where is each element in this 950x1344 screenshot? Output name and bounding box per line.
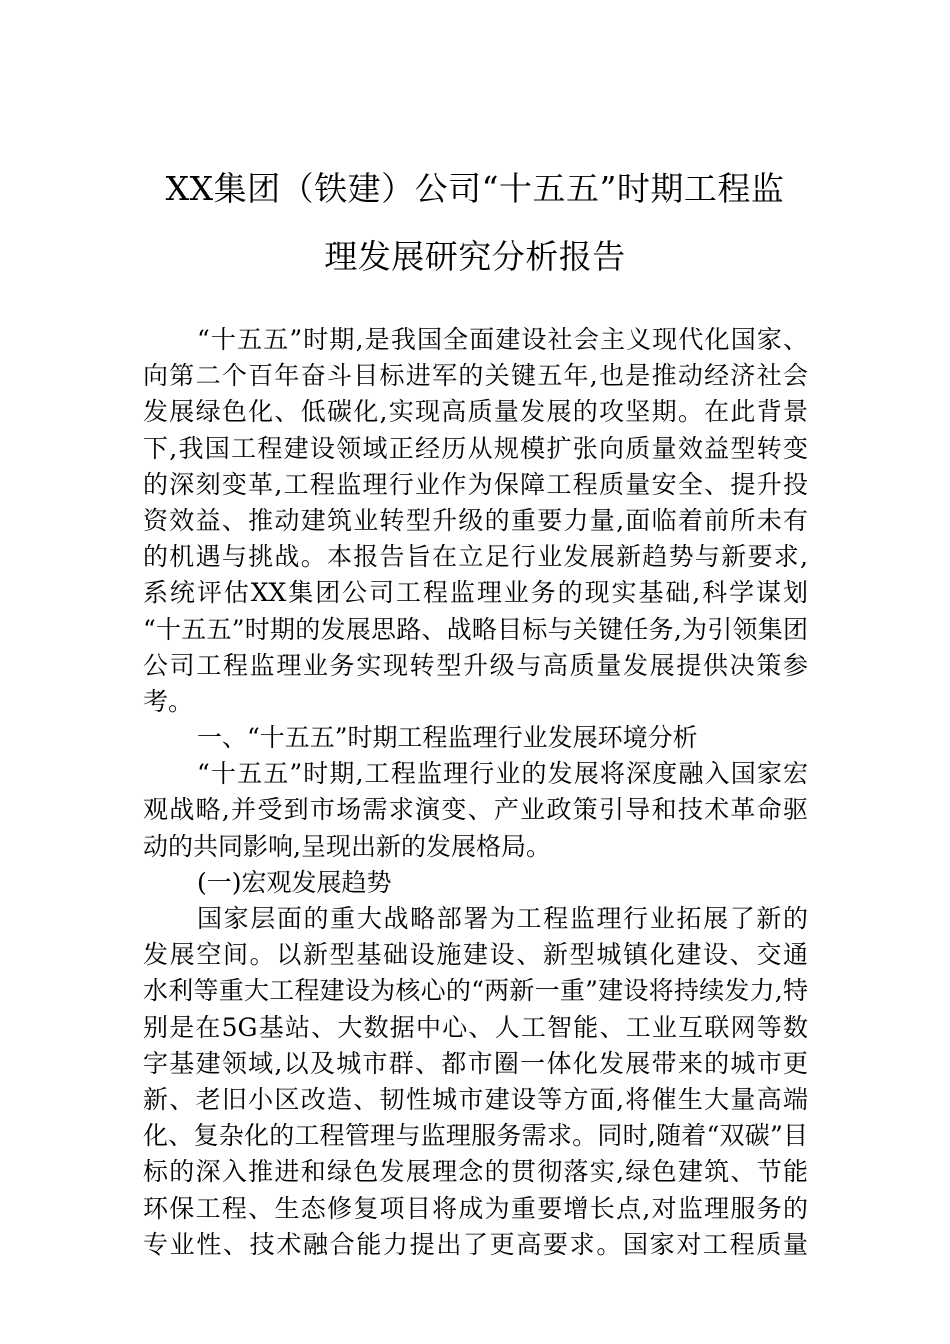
paragraph-line: 的深刻变革,工程监理行业作为保障工程质量安全、提升投 <box>143 469 808 499</box>
paragraph-line: 别是在5G基站、大数据中心、人工智能、工业互联网等数 <box>143 1012 808 1042</box>
paragraph-line: “十五五”时期,是我国全面建设社会主义现代化国家、 <box>197 325 808 354</box>
paragraph-line: 化、复杂化的工程管理与监理服务需求。同时,随着“双碳”目 <box>143 1121 808 1151</box>
section-heading: (一)宏观发展趋势 <box>197 867 392 897</box>
paragraph-line: 新、老旧小区改造、韧性城市建设等方面,将催生大量高端 <box>143 1084 808 1114</box>
paragraph-line: 动的共同影响,呈现出新的发展格局。 <box>143 831 551 861</box>
paragraph-line: 发展空间。以新型基础设施建设、新型城镇化建设、交通 <box>143 940 808 970</box>
paragraph-line: 水利等重大工程建设为核心的“两新一重”建设将持续发力,特 <box>143 976 808 1006</box>
paragraph-line: 专业性、技术融合能力提出了更高要求。国家对工程质量 <box>143 1229 808 1259</box>
paragraph-line: 公司工程监理业务实现转型升级与高质量发展提供决策参 <box>143 650 808 680</box>
paragraph-line: 的机遇与挑战。本报告旨在立足行业发展新趋势与新要求, <box>143 542 808 572</box>
paragraph-line: 国家层面的重大战略部署为工程监理行业拓展了新的 <box>197 904 808 933</box>
document-title-line-1: XX集团（铁建）公司“十五五”时期工程监 <box>165 169 785 208</box>
paragraph-line: 资效益、推动建筑业转型升级的重要力量,面临着前所未有 <box>143 505 808 535</box>
paragraph-line: 环保工程、生态修复项目将成为重要增长点,对监理服务的 <box>143 1193 808 1223</box>
paragraph-line: 向第二个百年奋斗目标进军的关键五年,也是推动经济社会 <box>143 361 808 391</box>
paragraph-line: “十五五”时期的发展思路、战略目标与关键任务,为引领集团 <box>143 614 808 644</box>
paragraph-line: 考。 <box>143 686 194 716</box>
section-heading: 一、“十五五”时期工程监理行业发展环境分析 <box>197 723 698 753</box>
paragraph-line: 标的深入推进和绿色发展理念的贯彻落实,绿色建筑、节能 <box>143 1157 808 1187</box>
paragraph-line: 系统评估XX集团公司工程监理业务的现实基础,科学谋划 <box>143 578 808 608</box>
paragraph-line: 观战略,并受到市场需求演变、产业政策引导和技术革命驱 <box>143 795 808 825</box>
paragraph-line: 下,我国工程建设领域正经历从规模扩张向质量效益型转变 <box>143 433 808 463</box>
paragraph-line: 发展绿色化、低碳化,实现高质量发展的攻坚期。在此背景 <box>143 397 808 427</box>
document-title-line-2: 理发展研究分析报告 <box>324 237 626 276</box>
document-body <box>143 322 808 1263</box>
paragraph-line: 字基建领域,以及城市群、都市圈一体化发展带来的城市更 <box>143 1048 808 1078</box>
paragraph-line: “十五五”时期,工程监理行业的发展将深度融入国家宏 <box>197 759 808 789</box>
